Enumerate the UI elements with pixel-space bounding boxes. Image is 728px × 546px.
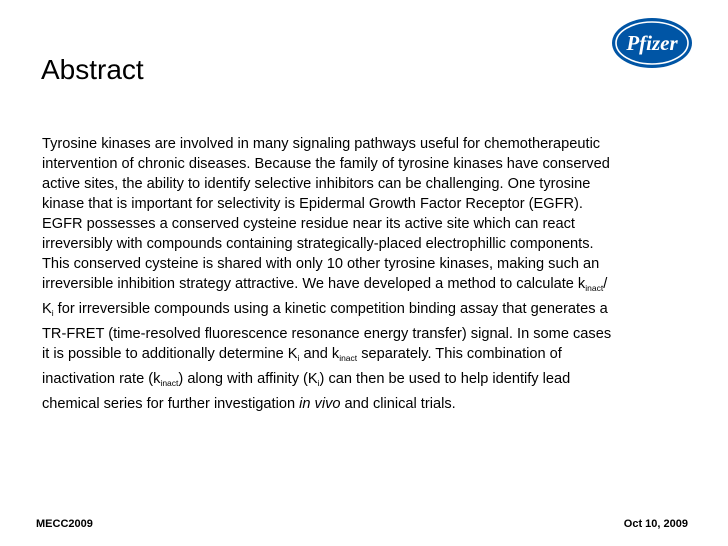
abstract-line: Tyrosine kinases are involved in many signaling pathways useful for chemotherapeutic bbox=[42, 136, 601, 152]
abstract-text: ) can then be used to help identify lead bbox=[319, 371, 571, 387]
abstract-text: ) along with affinity (K bbox=[178, 371, 318, 387]
abstract-line: EGFR possesses a conserved cysteine residue near its active site which can react bbox=[42, 216, 575, 232]
abstract-text: irreversible inhibition strategy attractive. We have developed a method to calculate k bbox=[42, 276, 586, 292]
abstract-text: it is possible to additionally determine K bbox=[42, 346, 298, 362]
pfizer-logo-text: Pfizer bbox=[626, 31, 678, 55]
subscript-inact: inact bbox=[585, 283, 604, 293]
subscript-i: i bbox=[317, 378, 320, 388]
abstract-text: / bbox=[603, 276, 608, 292]
abstract-line: active sites, the ability to identify selective inhibitors can be challenging. One tyrosine bbox=[42, 176, 591, 192]
abstract-line bbox=[42, 344, 692, 369]
subscript-inact: inact bbox=[339, 353, 358, 363]
abstract-body bbox=[42, 134, 692, 414]
abstract-line bbox=[42, 274, 692, 299]
abstract-line: This conserved cysteine is shared with only 10 other tyrosine kinases, making such an bbox=[42, 256, 600, 272]
subscript-i: i bbox=[51, 308, 54, 318]
abstract-text: K bbox=[42, 301, 52, 317]
abstract-text: separately. This combination of bbox=[357, 346, 562, 362]
italic-in-vivo: in vivo bbox=[299, 396, 341, 412]
abstract-text: and clinical trials. bbox=[340, 396, 456, 412]
abstract-line bbox=[42, 299, 692, 324]
subscript-inact: inact bbox=[160, 378, 179, 388]
abstract-line: TR-FRET (time-resolved fluorescence resonance energy transfer) signal. In some cases bbox=[42, 326, 612, 342]
footer-conference: MECC2009 bbox=[36, 518, 93, 530]
abstract-text: and k bbox=[299, 346, 340, 362]
subscript-i: i bbox=[297, 353, 300, 363]
abstract-text: for irreversible compounds using a kinetic competition binding assay that generates a bbox=[53, 301, 608, 317]
abstract-line bbox=[42, 394, 692, 414]
abstract-text: inactivation rate (k bbox=[42, 371, 161, 387]
footer-date: Oct 10, 2009 bbox=[623, 518, 688, 530]
pfizer-logo bbox=[610, 13, 694, 73]
abstract-line: intervention of chronic diseases. Because the family of tyrosine kinases have conserved bbox=[42, 156, 610, 172]
abstract-line: kinase that is important for selectivity is Epidermal Growth Factor Receptor (EGFR). bbox=[42, 196, 583, 212]
slide-title: Abstract bbox=[41, 54, 144, 85]
abstract-text: chemical series for further investigation bbox=[42, 396, 300, 412]
abstract-line: irreversibly with compounds containing strategically-placed electrophillic components. bbox=[42, 236, 594, 252]
abstract-line bbox=[42, 369, 692, 394]
